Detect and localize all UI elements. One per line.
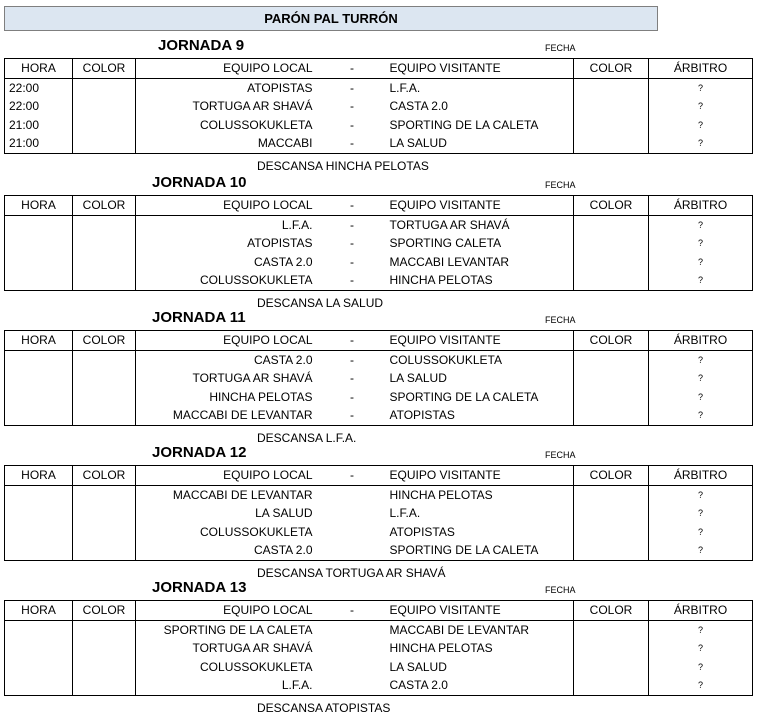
match-color-local [73,620,136,639]
fixtures-table [4,600,753,696]
descansa-line [257,430,356,446]
match-hora: 22:00 [5,78,73,97]
match-equipo-visitante: HINCHA PELOTAS [389,487,493,502]
match-equipo-local: TORTUGA AR SHAVÁ [192,99,313,114]
header-equipo-local: EQUIPO LOCAL [136,466,321,486]
header-hora: HORA [5,331,73,351]
match-dash [321,504,384,523]
match-dash: - [350,236,354,251]
descansa-line [257,158,429,174]
match-color-local [73,523,136,542]
descansa-label: DESCANSA [257,431,323,445]
table-header-row [5,331,753,351]
match-color-visitante [574,639,649,658]
match-hora [5,485,73,504]
fecha-label: FECHA [545,180,576,190]
match-arbitro: ? [649,253,753,272]
match-color-visitante [574,523,649,542]
match-color-visitante [574,253,649,272]
match-hora [5,676,73,695]
table-row [5,215,753,234]
match-equipo-visitante: MACCABI LEVANTAR [389,254,510,269]
header-dash: - [321,196,384,216]
header-equipo-visitante: EQUIPO VISITANTE [384,196,574,216]
header-color: COLOR [73,59,136,79]
match-color-visitante [574,350,649,369]
match-arbitro: ? [649,485,753,504]
match-color-visitante [574,504,649,523]
match-color-visitante [574,369,649,388]
match-arbitro: ? [649,350,753,369]
descansa-line [257,700,390,716]
match-hora [5,271,73,290]
fecha-label: FECHA [545,43,576,53]
jornada-title: JORNADA 9 [158,37,245,54]
match-equipo-visitante: SPORTING CALETA [389,236,502,251]
match-equipo-local: CASTA 2.0 [136,541,321,560]
match-hora [5,406,73,425]
match-color-visitante [574,116,649,135]
match-color-local [73,658,136,677]
header-dash: - [321,331,384,351]
match-dash: - [350,389,354,404]
match-dash: - [321,271,384,290]
header-color: COLOR [73,196,136,216]
header-dash: - [321,466,384,486]
match-arbitro: ? [649,369,753,388]
fixtures-table [4,58,753,154]
match-arbitro: ? [649,541,753,560]
match-color-local [73,504,136,523]
table-row [5,78,753,97]
table-row [5,234,753,253]
match-hora [5,541,73,560]
match-color-local [73,388,136,407]
match-equipo-local: MACCABI DE LEVANTAR [136,406,321,425]
table-row [5,523,753,542]
match-dash: - [350,217,354,232]
match-arbitro: ? [649,78,753,97]
match-hora: 21:00 [5,116,73,135]
header-equipo-visitante: EQUIPO VISITANTE [384,59,574,79]
match-dash [321,658,384,677]
match-color-local [73,676,136,695]
match-equipo-local: MACCABI DE LEVANTAR [172,487,313,502]
match-equipo-visitante: HINCHA PELOTAS [389,641,493,656]
match-equipo-visitante: SPORTING DE LA CALETA [389,117,539,132]
match-color-visitante [574,215,649,234]
match-color-local [73,215,136,234]
match-color-visitante [574,406,649,425]
header-equipo-local: EQUIPO LOCAL [136,331,321,351]
match-color-visitante [574,676,649,695]
match-equipo-visitante: ATOPISTAS [389,524,455,539]
match-equipo-visitante: CASTA 2.0 [389,99,448,114]
match-equipo-visitante: LA SALUD [384,134,574,153]
table-row [5,116,753,135]
header-arbitro: ÁRBITRO [649,59,753,79]
header-color-visitante: COLOR [574,466,649,486]
match-color-local [73,97,136,116]
match-color-local [73,485,136,504]
match-color-local [73,639,136,658]
match-dash: - [350,254,354,269]
match-equipo-visitante: SPORTING DE LA CALETA [384,541,574,560]
header-arbitro: ÁRBITRO [649,331,753,351]
match-equipo-visitante: TORTUGA AR SHAVÁ [389,217,510,232]
match-equipo-local: ATOPISTAS [247,236,313,251]
match-arbitro: ? [649,388,753,407]
fecha-label: FECHA [545,315,576,325]
match-equipo-local: L.F.A. [136,676,321,695]
descansa-label: DESCANSA [257,566,323,580]
match-hora [5,253,73,272]
match-arbitro: ? [649,97,753,116]
descansa-team: LA SALUD [325,296,384,310]
header-dash: - [321,59,384,79]
table-row [5,97,753,116]
table-row [5,134,753,153]
match-equipo-local: SPORTING DE LA CALETA [163,622,313,637]
match-equipo-visitante: HINCHA PELOTAS [384,271,574,290]
descansa-label: DESCANSA [257,159,323,173]
header-color-visitante: COLOR [574,601,649,621]
match-arbitro: ? [649,234,753,253]
header-arbitro: ÁRBITRO [649,466,753,486]
match-arbitro: ? [649,504,753,523]
match-dash: - [350,80,354,95]
header-equipo-visitante: EQUIPO VISITANTE [384,466,574,486]
table-row [5,253,753,272]
match-dash: - [350,117,354,132]
jornada-title: JORNADA 11 [152,309,246,326]
table-row [5,271,753,290]
table-row [5,658,753,677]
fecha-label: FECHA [545,585,576,595]
match-color-visitante [574,620,649,639]
match-equipo-local: TORTUGA AR SHAVÁ [192,371,313,386]
match-equipo-local: COLUSSOKUKLETA [200,659,313,674]
header-equipo-local: EQUIPO LOCAL [136,59,321,79]
match-color-visitante [574,234,649,253]
header-color: COLOR [73,466,136,486]
match-dash [321,485,384,504]
match-dash: - [350,352,354,367]
table-row [5,485,753,504]
descansa-team: HINCHA PELOTAS [325,159,429,173]
match-color-visitante [574,541,649,560]
match-color-local [73,350,136,369]
match-arbitro: ? [649,271,753,290]
header-color: COLOR [73,601,136,621]
match-color-local [73,234,136,253]
table-row [5,350,753,369]
header-color-visitante: COLOR [574,196,649,216]
match-equipo-visitante: CASTA 2.0 [384,676,574,695]
match-arbitro: ? [649,639,753,658]
fixtures-table [4,195,753,291]
header-hora: HORA [5,196,73,216]
table-header-row [5,59,753,79]
table-row [5,388,753,407]
table-row [5,639,753,658]
header-hora: HORA [5,601,73,621]
fecha-label: FECHA [545,450,576,460]
match-equipo-local: COLUSSOKUKLETA [136,271,321,290]
match-equipo-visitante: L.F.A. [389,80,421,95]
match-equipo-local: MACCABI [136,134,321,153]
match-equipo-local: ATOPISTAS [247,80,313,95]
table-row [5,504,753,523]
table-row [5,369,753,388]
match-equipo-local: CASTA 2.0 [254,352,313,367]
match-hora [5,234,73,253]
fixtures-table [4,465,753,561]
header-arbitro: ÁRBITRO [649,601,753,621]
match-hora [5,215,73,234]
match-color-local [73,541,136,560]
page-title: PARÓN PAL TURRÓN [4,6,658,31]
match-dash [321,523,384,542]
match-dash: - [350,99,354,114]
match-dash [321,620,384,639]
match-equipo-visitante: MACCABI DE LEVANTAR [389,622,530,637]
match-color-visitante [574,658,649,677]
match-hora [5,620,73,639]
descansa-team: TORTUGA AR SHAVÁ [325,566,446,580]
match-dash [321,541,384,560]
header-equipo-local: EQUIPO LOCAL [136,601,321,621]
table-header-row [5,601,753,621]
match-hora [5,388,73,407]
match-arbitro: ? [649,523,753,542]
table-row [5,620,753,639]
match-equipo-visitante: L.F.A. [389,506,421,521]
table-row [5,541,753,560]
header-color-visitante: COLOR [574,59,649,79]
match-equipo-local: L.F.A. [281,217,313,232]
match-hora [5,523,73,542]
match-hora: 21:00 [5,134,73,153]
jornada-title: JORNADA 13 [152,579,247,596]
match-equipo-visitante: COLUSSOKUKLETA [389,352,502,367]
match-hora: 22:00 [5,97,73,116]
match-equipo-local: TORTUGA AR SHAVÁ [192,641,313,656]
match-color-local [73,369,136,388]
match-color-local [73,253,136,272]
descansa-line [257,295,383,311]
match-dash: - [321,406,384,425]
match-equipo-visitante: SPORTING DE LA CALETA [389,389,539,404]
match-color-local [73,271,136,290]
header-color-visitante: COLOR [574,331,649,351]
descansa-label: DESCANSA [257,296,323,310]
match-equipo-visitante: LA SALUD [389,659,447,674]
match-color-visitante [574,485,649,504]
header-dash: - [321,601,384,621]
match-dash [321,639,384,658]
match-arbitro: ? [649,620,753,639]
match-arbitro: ? [649,676,753,695]
match-color-local [73,78,136,97]
header-equipo-local: EQUIPO LOCAL [136,196,321,216]
match-color-visitante [574,78,649,97]
table-row [5,676,753,695]
match-color-visitante [574,97,649,116]
match-hora [5,639,73,658]
descansa-team: L.F.A. [325,431,357,445]
header-hora: HORA [5,59,73,79]
descansa-label: DESCANSA [257,701,323,715]
match-arbitro: ? [649,116,753,135]
table-header-row [5,466,753,486]
match-equipo-local: COLUSSOKUKLETA [200,524,313,539]
match-color-visitante [574,134,649,153]
match-arbitro: ? [649,658,753,677]
match-equipo-local: COLUSSOKUKLETA [200,117,313,132]
match-equipo-visitante: LA SALUD [389,371,447,386]
match-dash: - [321,134,384,153]
match-dash: - [350,371,354,386]
header-hora: HORA [5,466,73,486]
fixtures-table [4,330,753,426]
match-equipo-local: CASTA 2.0 [254,254,313,269]
descansa-line [257,565,446,581]
match-arbitro: ? [649,215,753,234]
table-header-row [5,196,753,216]
match-color-visitante [574,271,649,290]
match-equipo-local: LA SALUD [255,506,313,521]
match-color-visitante [574,388,649,407]
match-color-local [73,116,136,135]
header-color: COLOR [73,331,136,351]
match-equipo-local: HINCHA PELOTAS [209,389,313,404]
match-dash [321,676,384,695]
match-hora [5,658,73,677]
header-equipo-visitante: EQUIPO VISITANTE [384,331,574,351]
descansa-team: ATOPISTAS [325,701,391,715]
table-row [5,406,753,425]
match-hora [5,350,73,369]
match-equipo-visitante: ATOPISTAS [384,406,574,425]
header-arbitro: ÁRBITRO [649,196,753,216]
jornada-title: JORNADA 10 [152,174,247,191]
match-arbitro: ? [649,134,753,153]
match-color-local [73,406,136,425]
match-hora [5,504,73,523]
match-arbitro: ? [649,406,753,425]
header-equipo-visitante: EQUIPO VISITANTE [384,601,574,621]
match-hora [5,369,73,388]
jornada-title: JORNADA 12 [152,444,247,461]
match-color-local [73,134,136,153]
